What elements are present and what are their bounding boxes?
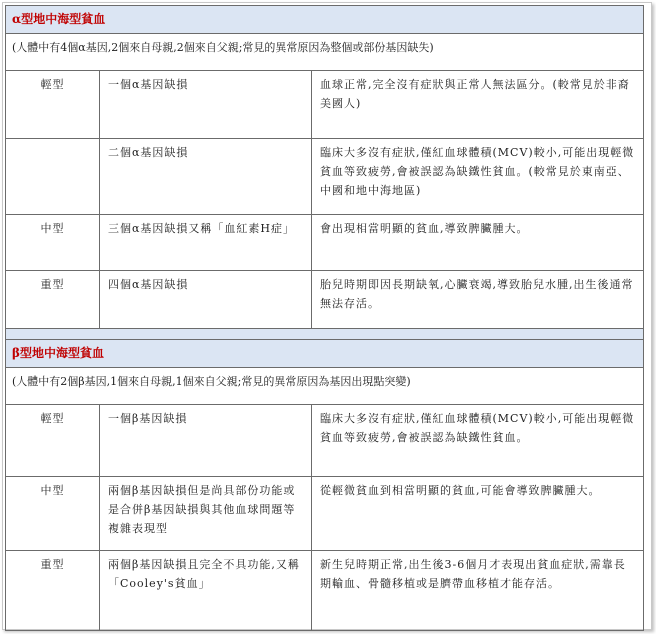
description-cell: 臨床大多沒有症狀,僅紅血球體積(MCV)較小,可能出現輕微貧血等致疲勞,會被誤認為缺鐵性貧血。(較常見於東南亞、中國和地中海地區): [312, 139, 644, 215]
description-cell: 會出現相當明顯的貧血,導致脾臟腫大。: [312, 215, 644, 271]
table-row: [6, 215, 644, 271]
alpha-section-note: (人體中有4個α基因,2個來自母親,2個來自父親;常見的異常原因為整個或部份基因缺失): [6, 34, 644, 71]
type-cell: 輕型: [6, 71, 100, 139]
gene-cell: 兩個β基因缺損但是尚具部份功能或是合併β基因缺損與其他血球問題等複雜表現型: [100, 477, 312, 551]
description-cell: 新生兒時期正常,出生後3-6個月才表現出貧血症狀,需靠長期輸血、骨髓移植或是臍帶血移植才能存活。: [312, 551, 644, 631]
beta-section-title: β型地中海型貧血: [6, 340, 644, 368]
section-divider: [6, 329, 644, 340]
gene-cell: 四個α基因缺損: [100, 271, 312, 329]
description-cell: 臨床大多沒有症狀,僅紅血球體積(MCV)較小,可能出現輕微貧血等致疲勞,會被誤認為缺鐵性貧血。: [312, 405, 644, 477]
gene-cell: 三個α基因缺損又稱「血紅素H症」: [100, 215, 312, 271]
type-cell: [6, 139, 100, 215]
type-cell: 重型: [6, 271, 100, 329]
beta-section-note: (人體中有2個β基因,1個來自母親,1個來自父親;常見的異常原因為基因出現點突變): [6, 368, 644, 405]
gene-cell: 一個β基因缺損: [100, 405, 312, 477]
table-row: [6, 405, 644, 477]
description-cell: 血球正常,完全沒有症狀與正常人無法區分。(較常見於非裔美國人): [312, 71, 644, 139]
table-row: [6, 271, 644, 329]
thalassemia-table: [5, 5, 644, 631]
gene-cell: 一個α基因缺損: [100, 71, 312, 139]
description-cell: 從輕微貧血到相當明顯的貧血,可能會導致脾臟腫大。: [312, 477, 644, 551]
table-row: [6, 551, 644, 631]
gene-cell: 兩個β基因缺損且完全不具功能,又稱「Cooley's貧血」: [100, 551, 312, 631]
table-row: [6, 477, 644, 551]
gene-cell: 二個α基因缺損: [100, 139, 312, 215]
description-cell: 胎兒時期即因長期缺氧,心臟衰竭,導致胎兒水腫,出生後通常無法存活。: [312, 271, 644, 329]
table-row: [6, 139, 644, 215]
type-cell: 中型: [6, 215, 100, 271]
type-cell: 輕型: [6, 405, 100, 477]
type-cell: 中型: [6, 477, 100, 551]
alpha-section-title: α型地中海型貧血: [6, 6, 644, 34]
table-row: [6, 71, 644, 139]
type-cell: 重型: [6, 551, 100, 631]
